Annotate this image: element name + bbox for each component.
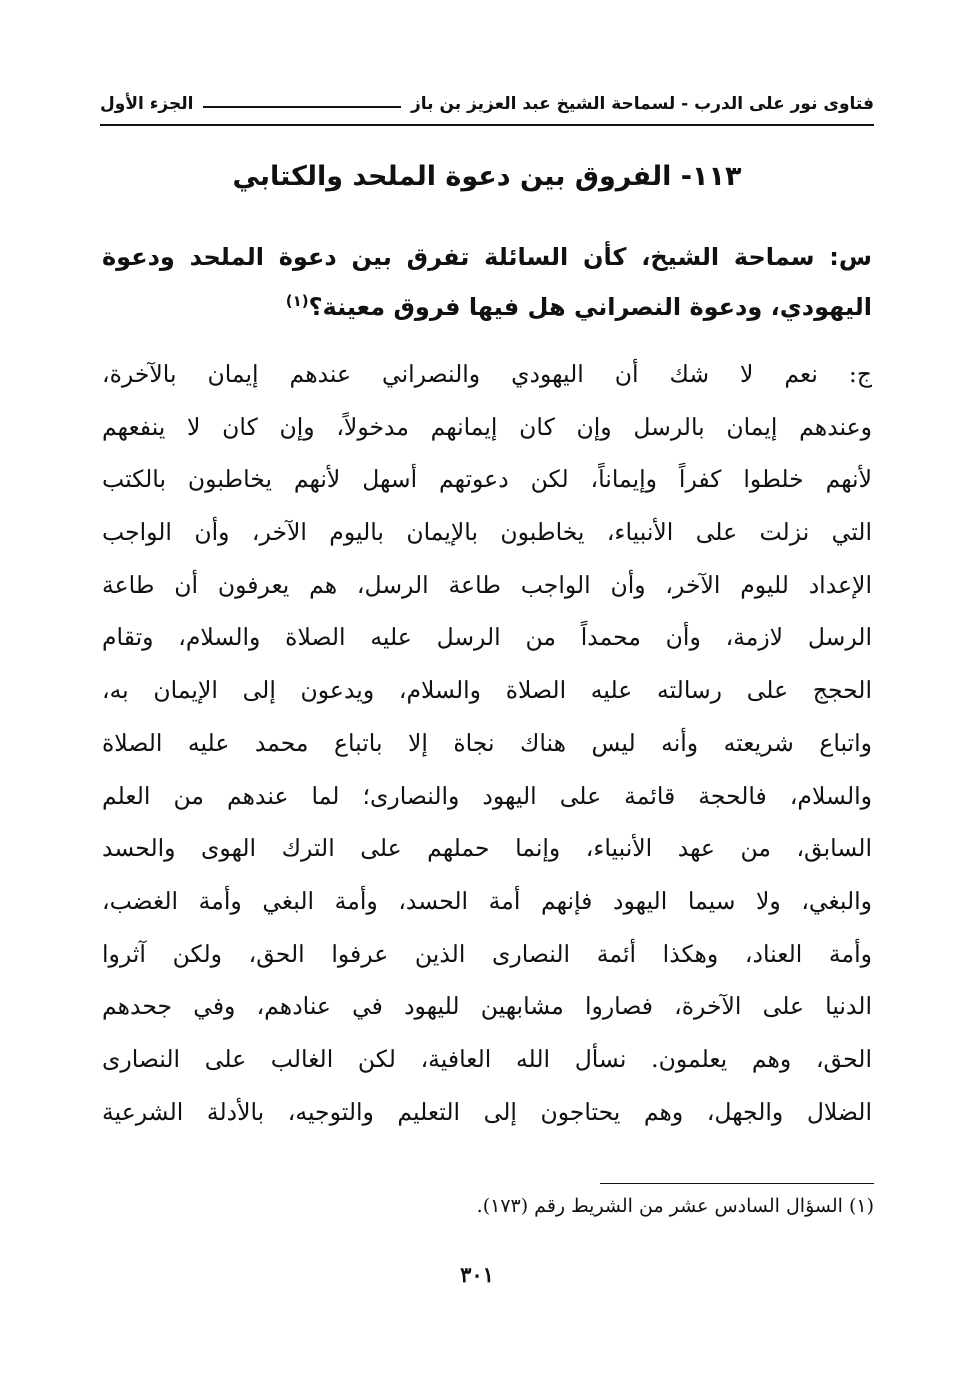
answer-line: والبغي، ولا سيما اليهود فإنهم أمة الحسد، وأمة البغي وأمة الغضب، bbox=[102, 886, 872, 915]
answer-line: واتباع شريعته وأنه ليس هناك نجاة إلا باتباع محمد عليه الصلاة bbox=[102, 728, 872, 757]
question-text: س: سماحة الشيخ، كأن السائلة تفرق بين دعوة الملحد ودعوة اليهودي، ودعوة النصراني هل فيها فروق معينة؟ bbox=[102, 243, 872, 321]
header-divider bbox=[100, 124, 874, 126]
header-dash-rule bbox=[203, 106, 401, 108]
book-title: فتاوى نور على الدرب - لسماحة الشيخ عبد العزيز بن باز bbox=[411, 94, 874, 114]
answer-line: الإعداد لليوم الآخر، وأن الواجب طاعة الرسل، هم يعرفون أن طاعة bbox=[102, 570, 872, 599]
question-paragraph bbox=[102, 232, 872, 332]
answer-line: الضلال والجهل، وهم يحتاجون إلى التعليم والتوجيه، بالأدلة الشرعية bbox=[102, 1097, 872, 1126]
answer-line: التي نزلت على الأنبياء، يخاطبون بالإيمان باليوم الآخر، وأن الواجب bbox=[102, 518, 872, 547]
volume-label: الجزء الأول bbox=[100, 94, 194, 114]
running-header bbox=[100, 88, 874, 120]
answer-line: والسلام، فالحجة قائمة على اليهود والنصارى؛ لما عندهم من العلم bbox=[102, 781, 872, 810]
answer-line: الحجج على رسالته عليه الصلاة والسلام، ويدعون إلى الإيمان به، bbox=[102, 676, 872, 705]
footnote-divider bbox=[600, 1183, 874, 1184]
answer-line: السابق، من عهد الأنبياء، وإنما حملهم على الترك الهوى والحسد bbox=[102, 834, 872, 863]
page-number: ٣٠١ bbox=[460, 1262, 494, 1287]
answer-line: ج: نعم لا شك أن اليهودي والنصراني عندهم إيمان بالآخرة، bbox=[102, 360, 872, 388]
answer-line: الحق، وهم يعلمون. نسأل الله العافية، لكن الغالب على النصارى bbox=[102, 1044, 872, 1073]
answer-line: الرسل لازمة، وأن محمداً من الرسل عليه الصلاة والسلام، وتقام bbox=[102, 623, 872, 652]
footnote-reference: (١) bbox=[285, 292, 309, 310]
answer-paragraph bbox=[102, 348, 872, 1138]
answer-line: وعندهم إيمان بالرسل وإن كان إيمانهم مدخولاً، وإن كان لا ينفعهم bbox=[102, 412, 872, 441]
footnote: (١) السؤال السادس عشر من الشريط رقم (١٧٣). bbox=[476, 1195, 874, 1217]
answer-line: وأمة العناد، وهكذا أئمة النصارى الذين عرفوا الحق، ولكن آثروا bbox=[102, 939, 872, 968]
answer-line: لأنهم خلطوا كفراً وإيماناً، لكن دعوتهم أسهل لأنهم يخاطبون بالكتب bbox=[102, 465, 872, 494]
section-title: ١١٣- الفروق بين دعوة الملحد والكتابي bbox=[232, 161, 742, 192]
answer-line: الدنيا على الآخرة، فصاروا مشابهين لليهود في عنادهم، وفي جحدهم bbox=[102, 992, 872, 1021]
